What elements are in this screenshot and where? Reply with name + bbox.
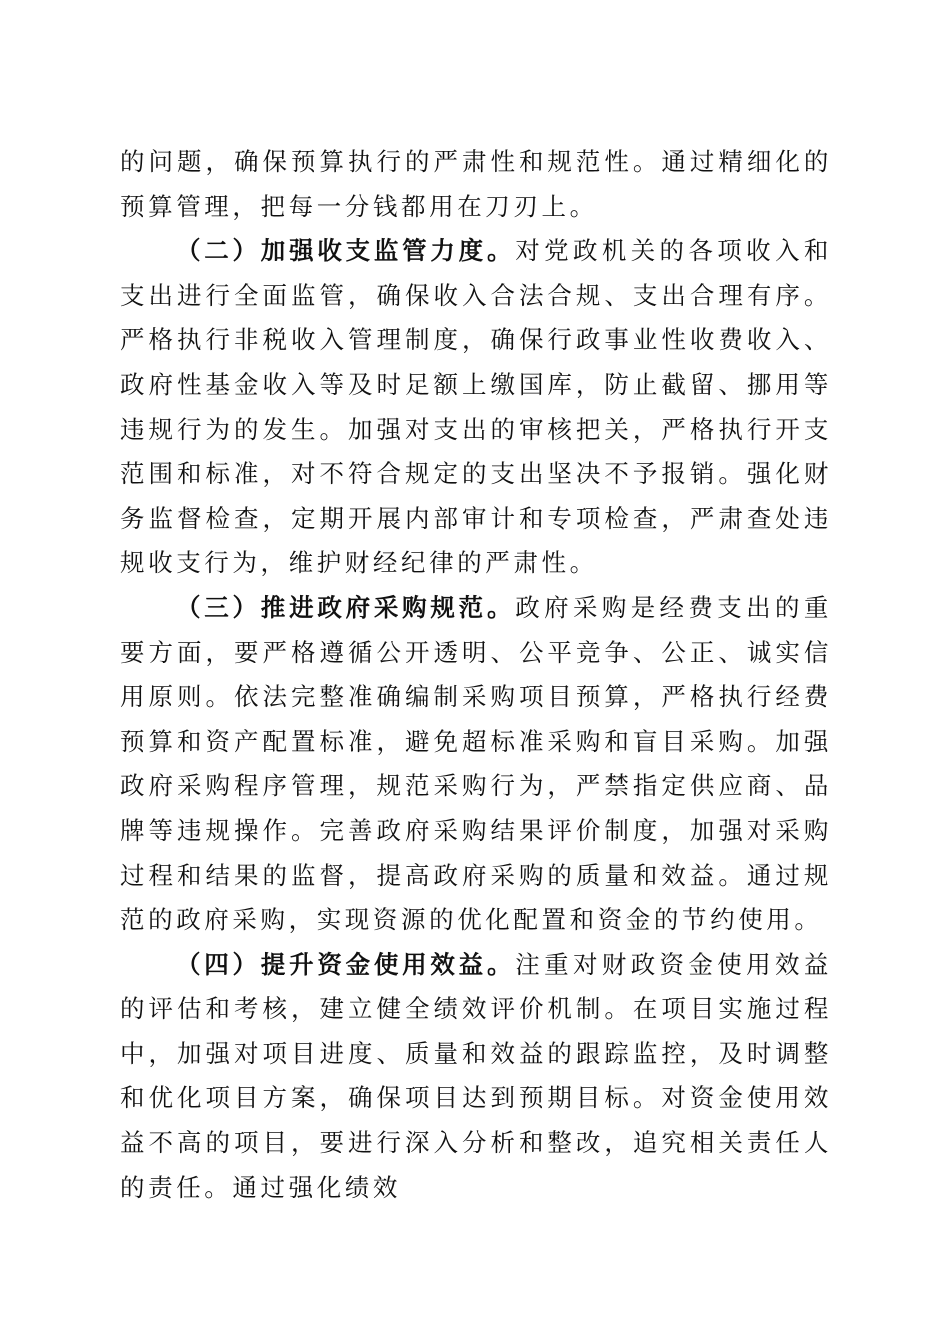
section-heading-2: （二）加强收支监管力度。 — [176, 236, 516, 266]
paragraph-4-text: 注重对财政资金使用效益的评估和考核，建立健全绩效评价机制。在项目实施过程中，加强对项目进度、质量和效益的跟踪监控，及时调整和优化项目方案，确保项目达到预期目标。对资金使用效益不高的项目，要进行深入分析和整改，追究相关责任人的责任。通过强化绩效 — [120, 949, 832, 1202]
paragraph-1-text: 的问题，确保预算执行的严肃性和规范性。通过精细化的预算管理，把每一分钱都用在刀刃上。 — [120, 147, 832, 221]
section-heading-3: （三）推进政府采购规范。 — [176, 592, 516, 622]
paragraph-3-text: 政府采购是经费支出的重要方面，要严格遵循公开透明、公平竞争、公正、诚实信用原则。依法完整准确编制采购项目预算，严格执行经费预算和资产配置标准，避免超标准采购和盲目采购。加强政府采购程序管理，规范采购行为，严禁指定供应商、品牌等违规操作。完善政府采购结果评价制度，加强对采购过程和结果的监督，提高政府采购的质量和效益。通过规范的政府采购，实现资源的优化配置和资金的节约使用。 — [120, 592, 832, 935]
paragraph-3 — [120, 586, 832, 943]
paragraph-4 — [120, 943, 832, 1211]
paragraph-2 — [120, 229, 832, 586]
section-heading-4: （四）提升资金使用效益。 — [176, 949, 516, 979]
paragraph-2-text: 对党政机关的各项收入和支出进行全面监管，确保收入合法合规、支出合理有序。严格执行非税收入管理制度，确保行政事业性收费收入、政府性基金收入等及时足额上缴国库，防止截留、挪用等违规行为的发生。加强对支出的审核把关，严格执行开支范围和标准，对不符合规定的支出坚决不予报销。强化财务监督检查，定期开展内部审计和专项检查，严肃查处违规收支行为，维护财经纪律的严肃性。 — [120, 236, 832, 578]
paragraph-1 — [120, 140, 832, 229]
document-body — [120, 140, 832, 1210]
